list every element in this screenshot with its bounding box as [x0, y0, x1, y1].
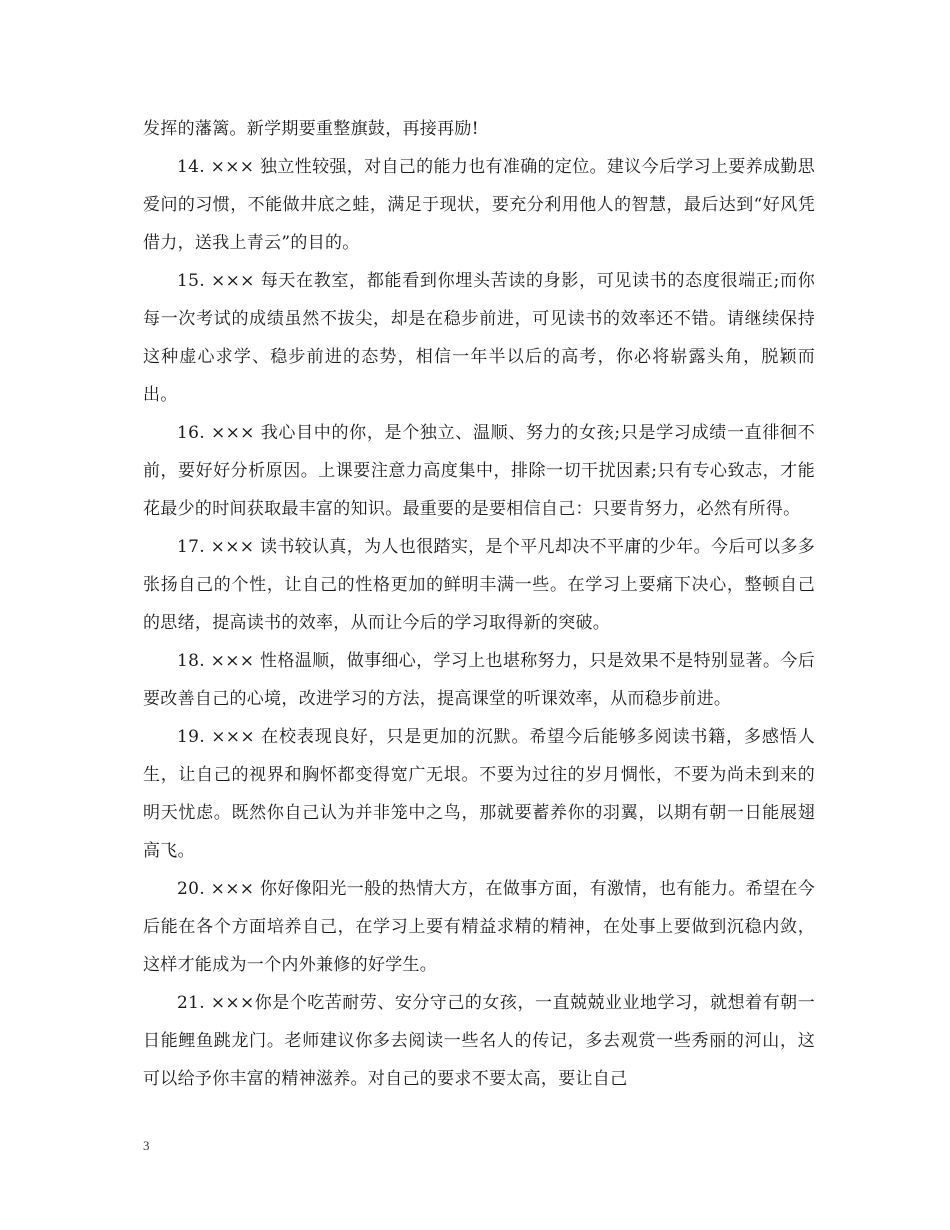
paragraph: 14. ××× 独立性较强，对自己的能力也有准确的定位。建议今后学习上要养成勤思爱问的习惯，不能做井底之蛙，满足于现状，要充分利用他人的智慧，最后达到“好风凭借力，送我上青云”的目的。 — [143, 157, 815, 253]
page-number: 3 — [143, 1138, 150, 1153]
document-body — [143, 110, 815, 1098]
paragraph: 19. ××× 在校表现良好，只是更加的沉默。希望今后能够多阅读书籍，多感悟人生，让自己的视界和胸怀都变得宽广无垠。不要为过往的岁月惆怅，不要为尚未到来的明天忧虑。既然你自己认为并非笼中之鸟，那就要蓄养你的羽翼，以期有朝一日能展翅高飞。 — [143, 727, 815, 861]
paragraph: 18. ××× 性格温顺，做事细心，学习上也堪称努力，只是效果不是特别显著。今后要改善自己的心境，改进学习的方法，提高课堂的听课效率，从而稳步前进。 — [143, 651, 815, 709]
paragraph: 17. ××× 读书较认真，为人也很踏实，是个平凡却决不平庸的少年。今后可以多多张扬自己的个性，让自己的性格更加的鲜明丰满一些。在学习上要痛下决心，整顿自己的思绪，提高读书的效率，从而让今后的学习取得新的突破。 — [143, 537, 815, 633]
paragraph: 15. ××× 每天在教室，都能看到你埋头苦读的身影，可见读书的态度很端正;而你每一次考试的成绩虽然不拔尖，却是在稳步前进，可见读书的效率还不错。请继续保持这种虚心求学、稳步前进的态势，相信一年半以后的高考，你必将崭露头角，脱颖而出。 — [143, 271, 815, 405]
paragraph: 21. ×××你是个吃苦耐劳、安分守己的女孩，一直兢兢业业地学习，就想着有朝一日能鲤鱼跳龙门。老师建议你多去阅读一些名人的传记，多去观赏一些秀丽的河山，这可以给予你丰富的精神滋养。对自己的要求不要太高，要让自己 — [143, 993, 815, 1089]
paragraph: 16. ××× 我心目中的你，是个独立、温顺、努力的女孩;只是学习成绩一直徘徊不前，要好好分析原因。上课要注意力高度集中，排除一切干扰因素;只有专心致志，才能花最少的时间获取最丰富的知识。最重要的是要相信自己：只要肯努力，必然有所得。 — [143, 423, 815, 519]
paragraph: 20. ××× 你好像阳光一般的热情大方，在做事方面，有激情，也有能力。希望在今后能在各个方面培养自己，在学习上要有精益求精的精神，在处事上要做到沉稳内敛，这样才能成为一个内外兼修的好学生。 — [143, 879, 815, 975]
paragraph: 发挥的藩篱。新学期要重整旗鼓，再接再励! — [143, 119, 479, 139]
